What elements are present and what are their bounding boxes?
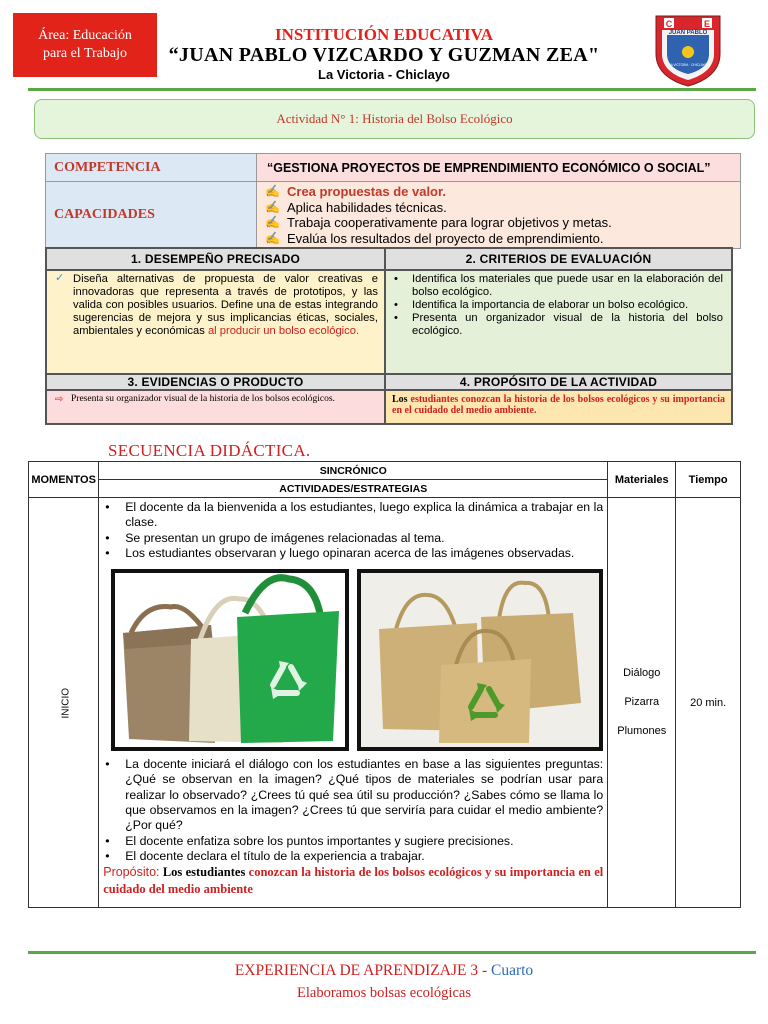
purpose-text: Los estudiantes conozcan la historia de los bolsos ecológicos y su importancia en el cuidado del medio ambiente. bbox=[385, 390, 732, 424]
capacity-item: ✍ Crea propuestas de valor. bbox=[265, 184, 446, 199]
institution-label: INSTITUCIÓN EDUCATIVA bbox=[274, 25, 494, 44]
sequence-purpose: Propósito: Los estudiantes conozcan la historia de los bolsos ecológicos y su importancia en el cuidado del medio ambiente bbox=[103, 865, 604, 897]
material-item: Pizarra bbox=[624, 696, 660, 708]
capacity-item: ✍ Trabaja cooperativamente para lograr objetivos y metas. bbox=[265, 215, 612, 230]
sequence-title: SECUENCIA DIDÁCTICA. bbox=[108, 441, 311, 460]
area-line-2: para el Trabajo bbox=[43, 46, 127, 61]
activity-title: Actividad N° 1: Historia del Bolso Ecológico bbox=[34, 99, 755, 139]
school-crest-logo bbox=[650, 10, 726, 88]
crest-letter-c: C bbox=[665, 19, 673, 29]
capacity-item: ✍ Evalúa los resultados del proyecto de emprendimiento. bbox=[265, 230, 604, 246]
pen-bullet-icon: ✍ bbox=[265, 199, 280, 214]
checkmark-icon: ✓ bbox=[55, 272, 65, 284]
evidence-text: ⇨ Presenta su organizador visual de la historia de los bolsos ecológicos. bbox=[46, 390, 385, 424]
evidence-heading: 3. EVIDENCIAS O PRODUCTO bbox=[46, 374, 385, 390]
criteria-heading: 2. CRITERIOS DE EVALUACIÓN bbox=[385, 248, 732, 270]
col-time: Tiempo bbox=[676, 462, 741, 498]
experience-subtitle: Elaboramos bolsas ecológicas bbox=[297, 985, 471, 1001]
arrow-right-icon: ⇨ bbox=[55, 394, 64, 405]
pen-bullet-icon: ✍ bbox=[265, 215, 280, 229]
material-item: Diálogo bbox=[623, 667, 661, 679]
moment-label: INICIO bbox=[60, 687, 72, 719]
institution-name: “JUAN PABLO VIZCARDO Y GUZMAN ZEA" bbox=[168, 44, 600, 66]
sequence-table bbox=[28, 461, 741, 908]
material-item: Plumones bbox=[617, 725, 667, 737]
moment-cell bbox=[29, 498, 99, 908]
institution-city: La Victoria - Chiclayo bbox=[318, 67, 450, 82]
activity-step: • La docente iniciará el diálogo con los estudiantes en base a las siguientes preguntas: ¿Qué se observan en la imagen? ¿Qué tipos de materiales se podrían usar para realizar lo observado? ¿Crees tú qué sea útil su producción? ¿Sabes cómo se llama lo que observamos en la imagen? ¿Crees tú que serviría para cuidar el medio ambiente? ¿Por qué? bbox=[125, 757, 603, 833]
area-line-1: Área: Educación bbox=[38, 28, 132, 43]
crest-letter-e: E bbox=[703, 19, 711, 29]
activities-cell bbox=[99, 498, 608, 908]
activity-step: • Se presentan un grupo de imágenes relacionadas al tema. bbox=[125, 531, 603, 546]
performance-heading: 1. DESEMPEÑO PRECISADO bbox=[46, 248, 385, 270]
header-divider bbox=[28, 88, 756, 91]
criteria-item: • Identifica los materiales que puede usar en la elaboración del bolso ecológico. bbox=[412, 273, 723, 299]
activity-step: • El docente da la bienvenida a los estudiantes, luego explica la dinámica a trabajar en la clase. bbox=[125, 500, 603, 531]
criteria-item: • Identifica la importancia de elaborar un bolso ecológico. bbox=[412, 299, 723, 312]
capacities-label: CAPACIDADES bbox=[46, 182, 257, 249]
crest-name: JUAN PABLO bbox=[668, 30, 708, 36]
experience-title: EXPERIENCIA DE APRENDIZAJE 3 - Cuarto bbox=[234, 962, 534, 979]
capacities-list bbox=[257, 182, 741, 249]
activity-step: • El docente enfatiza sobre los puntos importantes y sugiere precisiones. bbox=[125, 834, 603, 849]
footer-divider bbox=[28, 951, 756, 954]
activity-step: • Los estudiantes observaran y luego opinaran acerca de las imágenes observadas. bbox=[125, 546, 603, 561]
purpose-heading: 4. PROPÓSITO DE LA ACTIVIDAD bbox=[385, 374, 732, 390]
materials-cell bbox=[608, 498, 676, 908]
eco-bags-photo-1 bbox=[111, 569, 349, 751]
col-materials: Materiales bbox=[608, 462, 676, 498]
eco-bags-photo-2 bbox=[357, 569, 603, 751]
pen-bullet-icon: ✍ bbox=[265, 184, 280, 198]
performance-description: ✓ Diseña alternativas de propuesta de valor creativas e innovadoras que representa a través de prototipos, y las valida con posibles usuarios. Define una de estas integrando sugerencias de mejora y sus implicancias éticas, sociales, ambientales y económicas al producir un bolso ecológico. bbox=[46, 270, 385, 374]
performance-table bbox=[45, 247, 733, 425]
capacity-item: ✍ Aplica habilidades técnicas. bbox=[265, 199, 447, 215]
col-sync: SINCRÓNICO bbox=[99, 462, 608, 480]
competency-table bbox=[45, 153, 741, 249]
competency-value: “GESTIONA PROYECTOS DE EMPRENDIMIENTO ECONÓMICO O SOCIAL” bbox=[257, 154, 741, 182]
area-label-box bbox=[13, 13, 157, 77]
grade-label: Cuarto bbox=[491, 962, 534, 979]
criteria-item: • Presenta un organizador visual de la historia del bolso ecológico. bbox=[412, 312, 723, 338]
photo-row bbox=[103, 569, 603, 751]
crest-ring-text: LA VICTORIA · CHICLAYO bbox=[668, 63, 708, 67]
col-activities: ACTIVIDADES/ESTRATEGIAS bbox=[99, 480, 608, 498]
pen-bullet-icon: ✍ bbox=[265, 230, 280, 245]
time-cell: 20 min. bbox=[676, 498, 741, 908]
criteria-list bbox=[385, 270, 732, 374]
competency-label: COMPETENCIA bbox=[46, 154, 257, 182]
activity-step: • El docente declara el título de la experiencia a trabajar. bbox=[125, 849, 603, 864]
col-moments: MOMENTOS bbox=[29, 462, 99, 498]
